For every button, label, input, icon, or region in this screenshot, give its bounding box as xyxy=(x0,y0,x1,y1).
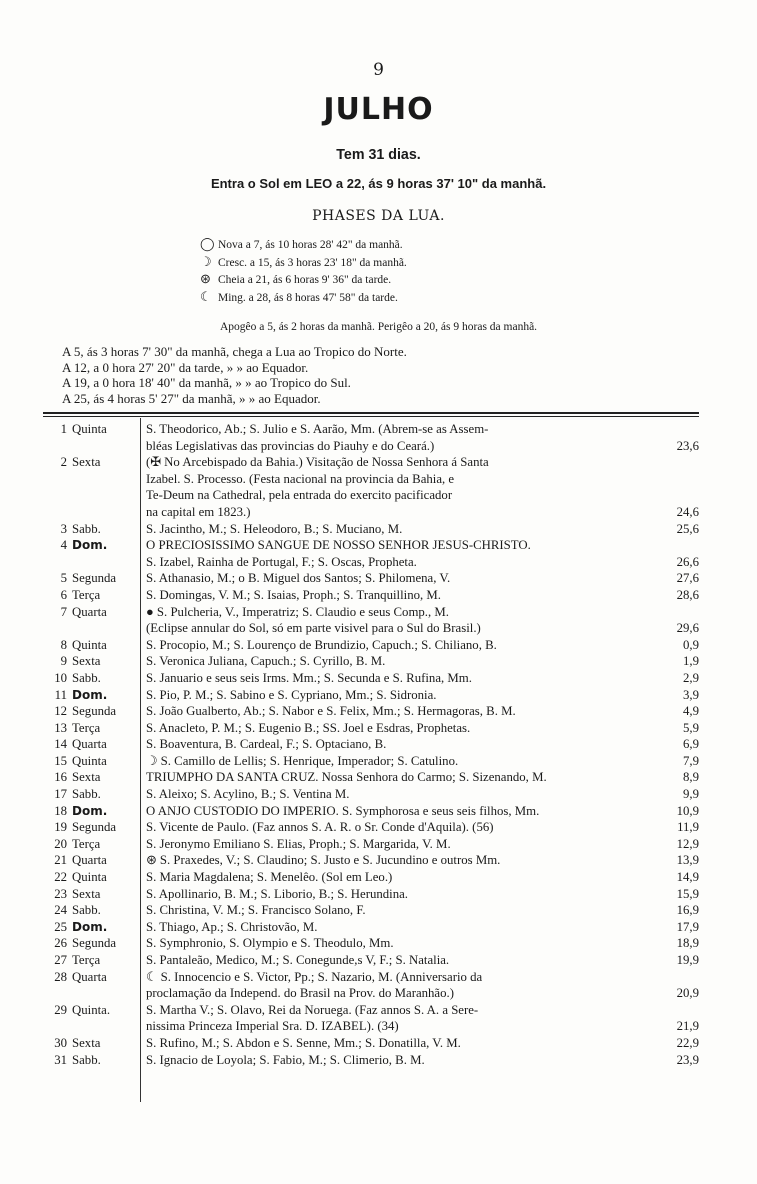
calendar-row xyxy=(43,836,699,853)
saints-text xyxy=(146,604,653,637)
day-number: 5 xyxy=(60,571,67,586)
text-line: TRIUMPHO DA SANTA CRUZ. Nossa Senhora do Carmo; S. Sizenando, M. xyxy=(146,770,547,785)
saints-text xyxy=(146,1002,653,1035)
moon-phase-full: ⊛ Cheia a 21, ás 6 horas 9' 36" da tarde. xyxy=(200,271,392,286)
day-cell xyxy=(43,537,140,554)
calendar-row xyxy=(43,537,699,570)
calendar-row xyxy=(43,454,699,520)
calendar-row xyxy=(43,687,699,704)
moon-age: 19,9 xyxy=(676,953,699,967)
calendar-row xyxy=(43,803,699,820)
weekday: Segunda xyxy=(72,571,117,586)
saints-text xyxy=(146,952,653,969)
day-number: 17 xyxy=(54,787,67,802)
text-line: S. Martha V.; S. Olavo, Rei da Noruega. (Faz annos S. A. a Sere- xyxy=(146,1002,479,1017)
saints-text xyxy=(146,886,653,903)
calendar-row xyxy=(43,720,699,737)
calendar-row xyxy=(43,786,699,803)
day-number: 30 xyxy=(54,1035,67,1050)
calendar-row xyxy=(43,769,699,786)
full-moon-icon: ⊛ xyxy=(200,271,211,286)
day-cell xyxy=(43,969,140,986)
day-cell xyxy=(43,935,140,952)
calendar-row xyxy=(43,521,699,538)
page-number: 9 xyxy=(373,60,384,80)
text-line: S. Januario e seus seis Irms. Mm.; S. Secunda e S. Rufina, Mm. xyxy=(146,670,472,685)
weekday: Quarta xyxy=(72,853,107,868)
day-number: 16 xyxy=(54,770,67,785)
moon-tropics xyxy=(62,344,407,406)
calendar-row xyxy=(43,653,699,670)
day-cell xyxy=(43,454,140,471)
calendar-row xyxy=(43,952,699,969)
text-line: S. Vicente de Paulo. (Faz annos S. A. R. o Sr. Conde d'Aquila). (56) xyxy=(146,820,494,835)
moon-age: 9,9 xyxy=(683,787,699,802)
moon-age: 16,9 xyxy=(676,903,699,918)
text-line: S. Procopio, M.; S. Lourenço de Brundizio, Capuch.; S. Chiliano, B. xyxy=(146,637,497,652)
saints-text xyxy=(146,769,653,786)
text-line: S. Jeronymo Emiliano S. Elias, Proph.; S. Margarida, V. M. xyxy=(146,836,451,851)
text-line: (✠ No Arcebispado da Bahia.) Visitação de Nossa Senhora á Santa xyxy=(146,455,489,470)
calendar-row xyxy=(43,852,699,869)
phases-title: PHASES DA LUA. xyxy=(312,208,445,224)
saints-text xyxy=(146,720,653,737)
day-number: 1 xyxy=(60,422,67,436)
day-cell xyxy=(43,886,140,903)
moon-age: 0,9 xyxy=(683,637,699,652)
saints-text xyxy=(146,836,653,853)
day-number: 27 xyxy=(54,953,67,967)
day-number: 18 xyxy=(54,803,67,818)
month-title: JULHO xyxy=(323,92,434,127)
text-line: proclamação da Independ. do Brasil na Prov. do Maranhão.) xyxy=(146,986,454,1001)
weekday: Terça xyxy=(72,836,101,851)
weekday: Sabb. xyxy=(72,670,101,685)
day-cell xyxy=(43,570,140,587)
weekday: Sexta xyxy=(72,1035,101,1050)
weekday: Sabb. xyxy=(72,521,101,536)
day-cell xyxy=(43,703,140,720)
moon-phases xyxy=(200,236,407,306)
day-cell xyxy=(43,720,140,737)
day-number: 3 xyxy=(60,521,67,536)
saints-text xyxy=(146,969,653,1002)
saints-text xyxy=(146,786,653,803)
days-count: Tem 31 dias. xyxy=(336,146,421,163)
weekday: Segunda xyxy=(72,704,117,719)
saints-text xyxy=(146,902,653,919)
day-number: 7 xyxy=(60,604,67,619)
day-number: 22 xyxy=(54,870,67,885)
text-line: nissima Princeza Imperial Sra. D. IZABEL). (34) xyxy=(146,1019,399,1034)
day-number: 23 xyxy=(54,886,67,901)
weekday: Quarta xyxy=(72,604,107,619)
moon-age: 14,9 xyxy=(676,870,699,885)
text-line: ☽ S. Camillo de Lellis; S. Henrique, Imperador; S. Catulino. xyxy=(146,753,459,768)
moon-age: 26,6 xyxy=(676,554,699,569)
day-number: 25 xyxy=(54,919,67,934)
saints-text xyxy=(146,587,653,604)
day-cell xyxy=(43,1035,140,1052)
weekday: Sexta xyxy=(72,770,101,785)
moon-age: 11,9 xyxy=(677,820,699,835)
apogee-perigee: Apogêo a 5, ás 2 horas da manhã. Perigêo a 20, ás 9 horas da manhã. xyxy=(219,321,538,333)
calendar-row xyxy=(43,969,699,1002)
weekday: Terça xyxy=(72,720,101,735)
calendar-list xyxy=(43,421,699,1068)
saints-text xyxy=(146,753,653,770)
saints-text xyxy=(146,736,653,753)
calendar-row xyxy=(43,935,699,952)
day-number: 28 xyxy=(54,969,67,984)
day-cell xyxy=(43,1052,140,1069)
calendar-row xyxy=(43,753,699,770)
day-cell xyxy=(43,687,140,704)
text-line: S. Boaventura, B. Cardeal, F.; S. Optaciano, B. xyxy=(146,737,387,752)
weekday: Sabb. xyxy=(72,903,101,918)
saints-text xyxy=(146,1052,653,1069)
calendar-row xyxy=(43,570,699,587)
day-number: 12 xyxy=(54,704,67,719)
waning-moon-icon: ☾ xyxy=(200,288,212,304)
moon-age: 28,6 xyxy=(676,587,699,602)
text-line: Te-Deum na Cathedral, pela entrada do exercito pacificador xyxy=(146,488,453,503)
saints-text xyxy=(146,670,653,687)
day-number: 29 xyxy=(54,1002,67,1017)
tropic-line: A 19, a 0 hora 18' 40" da manhã, » » ao Tropico do Sul. xyxy=(62,375,351,390)
text-line: ⊛ S. Praxedes, V.; S. Claudino; S. Justo e S. Jucundino e outros Mm. xyxy=(146,853,501,868)
moon-phase-waxing: ☽ Cresc. a 15, ás 3 horas 23' 18" da manhã. xyxy=(200,253,407,269)
weekday: Sexta xyxy=(72,654,101,669)
calendar-row xyxy=(43,886,699,903)
saints-text xyxy=(146,819,653,836)
calendar-row xyxy=(43,1002,699,1035)
day-number: 20 xyxy=(54,836,67,851)
moon-phase-waning: ☾ Ming. a 28, ás 8 horas 47' 58" da tarde. xyxy=(200,288,398,304)
moon-age: 17,9 xyxy=(676,919,699,934)
moon-age: 23,6 xyxy=(676,438,699,453)
divider xyxy=(43,412,699,414)
moon-age: 24,6 xyxy=(676,504,699,519)
new-moon-icon: ◯ xyxy=(200,236,215,251)
weekday: Terça xyxy=(72,587,101,602)
moon-age: 20,9 xyxy=(676,986,699,1001)
weekday: Quinta xyxy=(72,753,107,768)
day-cell xyxy=(43,670,140,687)
day-number: 13 xyxy=(54,720,67,735)
weekday: Quinta xyxy=(72,637,107,652)
text-line: S. Maria Magdalena; S. Menelêo. (Sol em Leo.) xyxy=(146,870,393,885)
text-line: S. Domingas, V. M.; S. Isaias, Proph.; S. Tranquillino, M. xyxy=(146,587,441,602)
moon-age: 12,9 xyxy=(676,836,699,851)
calendar-row xyxy=(43,587,699,604)
day-cell xyxy=(43,637,140,654)
weekday: Sexta xyxy=(72,455,101,470)
weekday: Quinta xyxy=(72,422,107,436)
moon-age: 8,9 xyxy=(683,770,699,785)
text-line: S. Athanasio, M.; o B. Miguel dos Santos; S. Philomena, V. xyxy=(146,571,451,586)
weekday: Quinta. xyxy=(72,1002,111,1017)
day-number: 4 xyxy=(60,538,67,553)
calendar-row xyxy=(43,1035,699,1052)
saints-text xyxy=(146,521,653,538)
moon-age: 21,9 xyxy=(676,1019,699,1034)
saints-text xyxy=(146,919,653,936)
weekday: Dom. xyxy=(72,919,108,934)
day-number: 11 xyxy=(54,687,67,702)
weekday: Dom. xyxy=(72,687,108,702)
text-line: S. Anacleto, P. M.; S. Eugenio B.; SS. Joel e Esdras, Prophetas. xyxy=(146,720,471,735)
moon-age: 22,9 xyxy=(676,1035,699,1050)
day-number: 21 xyxy=(54,853,67,868)
saints-text xyxy=(146,570,653,587)
text-line: S. Izabel, Rainha de Portugal, F.; S. Oscas, Propheta. xyxy=(146,554,417,569)
day-cell xyxy=(43,786,140,803)
tropic-line: A 12, a 0 hora 27' 20" da tarde, » » ao Equador. xyxy=(62,359,309,375)
weekday: Segunda xyxy=(72,936,117,951)
text-line: O PRECIOSISSIMO SANGUE DE NOSSO SENHOR JESUS-CHRISTO. xyxy=(146,538,531,553)
day-number: 10 xyxy=(54,670,67,685)
text-line: S. Ignacio de Loyola; S. Fabio, M.; S. Climerio, B. M. xyxy=(146,1052,425,1067)
text-line: S. Jacintho, M.; S. Heleodoro, B.; S. Muciano, M. xyxy=(146,521,403,536)
text-line: O ANJO CUSTODIO DO IMPERIO. S. Symphorosa e seus seis filhos, Mm. xyxy=(146,803,540,818)
weekday: Dom. xyxy=(72,538,108,553)
day-number: 24 xyxy=(54,903,67,918)
moon-age: 4,9 xyxy=(683,704,699,719)
text-line: S. Veronica Juliana, Capuch.; S. Cyrillo, B. M. xyxy=(146,654,386,669)
day-number: 31 xyxy=(54,1052,67,1067)
moon-age: 15,9 xyxy=(676,886,699,901)
day-number: 14 xyxy=(54,737,67,752)
day-cell xyxy=(43,869,140,886)
text-line: S. Pio, P. M.; S. Sabino e S. Cypriano, Mm.; S. Sidronia. xyxy=(146,687,437,702)
tropic-line: A 5, ás 3 horas 7' 30" da manhã, chega a Lua ao Tropico do Norte. xyxy=(62,344,407,359)
text-line: S. Symphronio, S. Olympio e S. Theodulo, Mm. xyxy=(146,936,394,951)
text-line: S. Theodorico, Ab.; S. Julio e S. Aarão, Mm. (Abrem-se as Assem- xyxy=(146,422,489,436)
day-cell xyxy=(43,653,140,670)
text-line: na capital em 1823.) xyxy=(146,504,251,519)
saints-text xyxy=(146,935,653,952)
calendar-row xyxy=(43,869,699,886)
weekday: Sabb. xyxy=(72,1052,101,1067)
text-line: ☾ S. Innocencio e S. Victor, Pp.; S. Nazario, M. (Anniversario da xyxy=(146,969,483,984)
text-line: (Eclipse annular do Sol, só em parte visivel para o Sul do Brasil.) xyxy=(146,621,481,636)
day-cell xyxy=(43,952,140,969)
moon-age: 18,9 xyxy=(676,936,699,951)
moon-age: 3,9 xyxy=(683,687,699,702)
calendar-row xyxy=(43,421,699,454)
saints-text xyxy=(146,869,653,886)
day-cell xyxy=(43,604,140,621)
moon-age: 7,9 xyxy=(683,753,699,768)
calendar-row xyxy=(43,1052,699,1069)
weekday: Quinta xyxy=(72,870,107,885)
tropic-line: A 25, ás 4 horas 5' 27" da manhã, » » ao Equador. xyxy=(62,390,321,406)
day-number: 2 xyxy=(60,455,67,470)
calendar-row xyxy=(43,919,699,936)
moon-age: 23,9 xyxy=(676,1052,699,1067)
day-cell xyxy=(43,836,140,853)
text-line: S. Rufino, M.; S. Abdon e S. Senne, Mm.; S. Donatilla, V. M. xyxy=(146,1035,461,1050)
day-cell xyxy=(43,521,140,538)
saints-text xyxy=(146,537,653,570)
saints-text xyxy=(146,703,653,720)
text-line: S. Aleixo; S. Acylino, B.; S. Ventina M. xyxy=(146,787,350,802)
text-line: S. Christina, V. M.; S. Francisco Solano, F. xyxy=(146,903,366,918)
weekday: Dom. xyxy=(72,803,108,818)
day-number: 19 xyxy=(54,820,67,835)
moon-age: 2,9 xyxy=(683,670,699,685)
moon-age: 25,6 xyxy=(676,521,699,536)
calendar-row xyxy=(43,819,699,836)
text-line: Izabel. S. Processo. (Festa nacional na provincia da Bahia, e xyxy=(146,471,455,486)
day-cell xyxy=(43,587,140,604)
weekday: Segunda xyxy=(72,820,117,835)
divider xyxy=(43,416,699,417)
day-cell xyxy=(43,1002,140,1019)
moon-age: 29,6 xyxy=(676,621,699,636)
weekday: Quarta xyxy=(72,969,107,984)
text-line: ● S. Pulcheria, V., Imperatriz; S. Claudio e seus Comp., M. xyxy=(146,604,449,619)
calendar-row xyxy=(43,604,699,637)
weekday: Quarta xyxy=(72,737,107,752)
day-cell xyxy=(43,753,140,770)
weekday: Terça xyxy=(72,953,101,967)
text-line: S. Thiago, Ap.; S. Christovão, M. xyxy=(146,919,318,934)
sun-entry: Entra o Sol em LEO a 22, ás 9 horas 37' 10" da manhã. xyxy=(210,176,547,191)
moon-age: 10,9 xyxy=(676,803,699,818)
moon-age: 5,9 xyxy=(683,720,699,735)
weekday: Sabb. xyxy=(72,787,101,802)
saints-text xyxy=(146,687,653,704)
weekday: Sexta xyxy=(72,886,101,901)
moon-phase-new: ◯ Nova a 7, ás 10 horas 28' 42" da manhã. xyxy=(200,236,403,251)
day-number: 6 xyxy=(60,587,67,602)
calendar-row xyxy=(43,736,699,753)
text-line: S. Pantaleão, Medico, M.; S. Conegunde,s V, F.; S. Natalia. xyxy=(146,953,450,967)
calendar-row xyxy=(43,670,699,687)
text-line: bléas Legislativas das provincias do Piauhy e do Ceará.) xyxy=(146,438,435,453)
day-cell xyxy=(43,852,140,869)
day-cell xyxy=(43,769,140,786)
day-cell xyxy=(43,919,140,936)
moon-age: 13,9 xyxy=(676,853,699,868)
day-number: 8 xyxy=(60,637,67,652)
saints-text xyxy=(146,454,653,520)
saints-text xyxy=(146,653,653,670)
calendar-row xyxy=(43,637,699,654)
waxing-moon-icon: ☽ xyxy=(200,253,212,269)
day-cell xyxy=(43,803,140,820)
moon-age: 1,9 xyxy=(683,654,699,669)
day-cell xyxy=(43,819,140,836)
text-line: S. Apollinario, B. M.; S. Liborio, B.; S. Herundina. xyxy=(146,886,408,901)
day-number: 26 xyxy=(54,936,67,951)
text-line: S. João Gualberto, Ab.; S. Nabor e S. Felix, Mm.; S. Hermagoras, B. M. xyxy=(146,704,516,719)
day-number: 9 xyxy=(60,654,67,669)
day-cell xyxy=(43,421,140,438)
saints-text xyxy=(146,637,653,654)
calendar-row xyxy=(43,902,699,919)
saints-text xyxy=(146,803,653,820)
day-cell xyxy=(43,902,140,919)
day-cell xyxy=(43,736,140,753)
moon-age: 6,9 xyxy=(683,737,699,752)
saints-text xyxy=(146,852,653,869)
saints-text xyxy=(146,1035,653,1052)
moon-age: 27,6 xyxy=(676,571,699,586)
day-number: 15 xyxy=(54,753,67,768)
saints-text xyxy=(146,421,653,454)
calendar-row xyxy=(43,703,699,720)
